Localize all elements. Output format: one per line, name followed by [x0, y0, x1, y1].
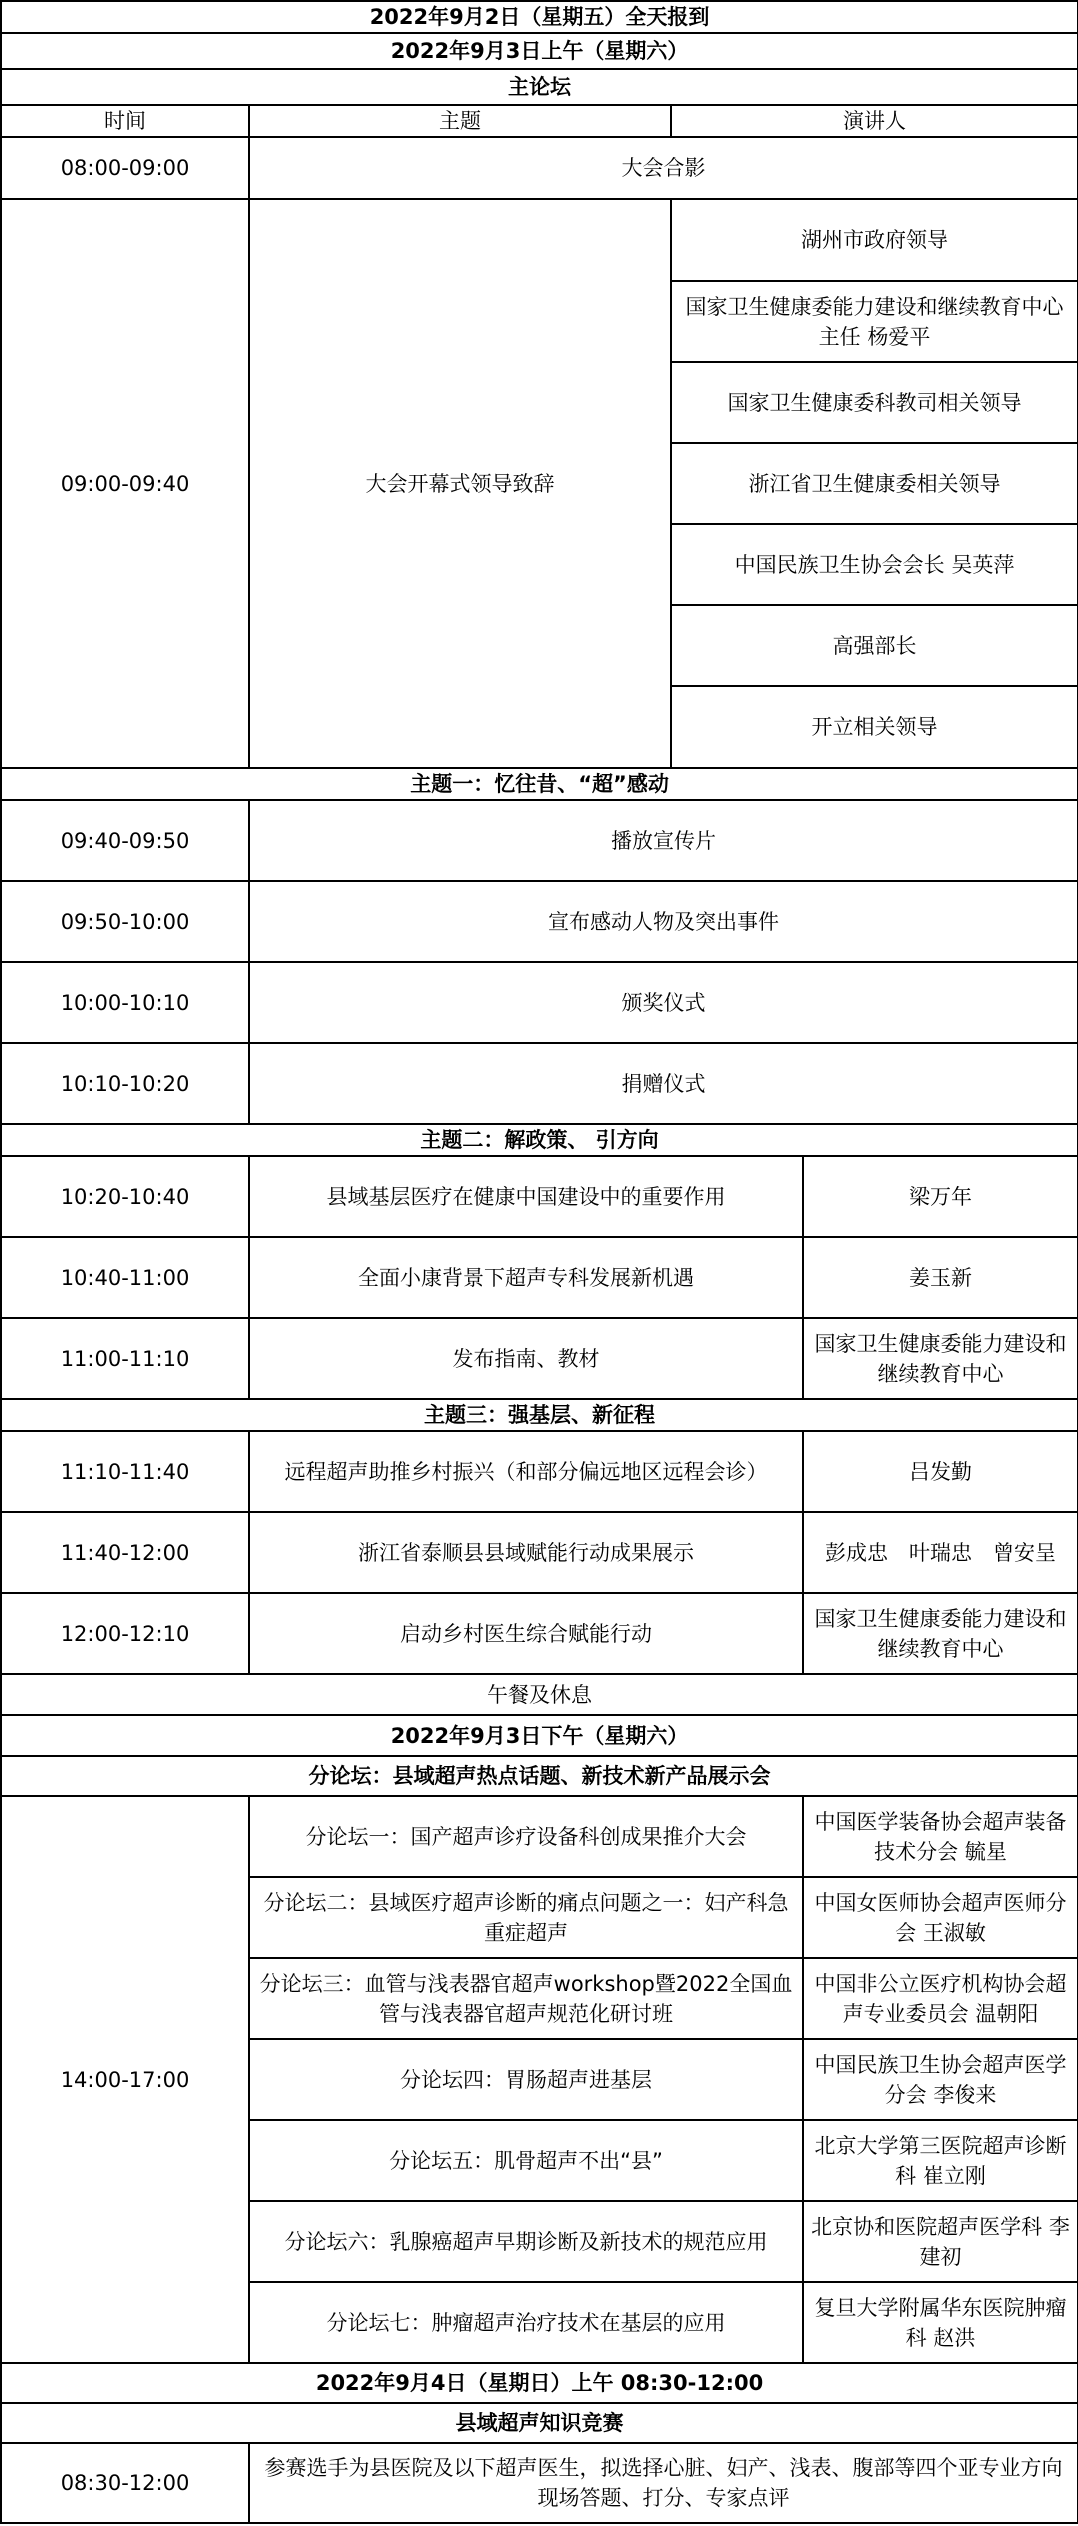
theme2-heading: 主题二：解政策、 引方向 [1, 1124, 1078, 1156]
photo-time: 08:00-09:00 [1, 137, 249, 199]
theme3-heading: 主题三：强基层、新征程 [1, 1399, 1078, 1431]
session-topic: 全面小康背景下超声专科发展新机遇 [249, 1237, 803, 1318]
session-time: 10:00-10:10 [1, 962, 249, 1043]
theme2-row [1, 1124, 1078, 1156]
table-row [1, 962, 1078, 1043]
opening-topic: 大会开幕式领导致辞 [249, 199, 671, 768]
table-row [1, 1237, 1078, 1318]
theme1-row [1, 768, 1078, 800]
session-topic: 县域基层医疗在健康中国建设中的重要作用 [249, 1156, 803, 1237]
opening-time: 09:00-09:40 [1, 199, 249, 768]
session-speaker: 吕发勤 [803, 1431, 1078, 1512]
day1-heading: 2022年9月2日（星期五）全天报到 [1, 1, 1078, 33]
photo-topic: 大会合影 [249, 137, 1078, 199]
session-time: 12:00-12:10 [1, 1593, 249, 1674]
sub-forum-topic: 分论坛三：血管与浅表器官超声workshop暨2022全国血管与浅表器官超声规范化研讨班 [249, 1958, 803, 2039]
session-time: 10:10-10:20 [1, 1043, 249, 1124]
sub-forum-heading: 分论坛：县域超声热点话题、新技术新产品展示会 [1, 1756, 1078, 1796]
sub-forum-topic: 分论坛四：胃肠超声进基层 [249, 2039, 803, 2120]
main-forum-heading: 主论坛 [1, 69, 1078, 105]
lunch-row [1, 1674, 1078, 1715]
sub-forum-title-row [1, 1756, 1078, 1796]
opening-speaker: 高强部长 [671, 605, 1078, 686]
sub-forum-topic: 分论坛二：县域医疗超声诊断的痛点问题之一：妇产科急重症超声 [249, 1877, 803, 1958]
opening-speaker: 浙江省卫生健康委相关领导 [671, 443, 1078, 524]
table-row [1, 1318, 1078, 1399]
main-forum-row [1, 69, 1078, 105]
theme1-heading: 主题一：忆往昔、“超”感动 [1, 768, 1078, 800]
table-row [1, 1593, 1078, 1674]
sub-forum-speaker: 复旦大学附属华东医院肿瘤科 赵洪 [803, 2282, 1078, 2363]
session-speaker: 梁万年 [803, 1156, 1078, 1237]
opening-speaker: 开立相关领导 [671, 686, 1078, 768]
session-topic: 颁奖仪式 [249, 962, 1078, 1043]
session-time: 10:40-11:00 [1, 1237, 249, 1318]
day1-row [1, 1, 1078, 33]
opening-speaker: 湖州市政府领导 [671, 199, 1078, 281]
sub-forum-speaker: 中国非公立医疗机构协会超声专业委员会 温朝阳 [803, 1958, 1078, 2039]
day2-pm-row [1, 1715, 1078, 1756]
session-topic: 发布指南、教材 [249, 1318, 803, 1399]
sub-forum-topic: 分论坛六：乳腺癌超声早期诊断及新技术的规范应用 [249, 2201, 803, 2282]
table-row [1, 1043, 1078, 1124]
theme3-row [1, 1399, 1078, 1431]
session-topic: 捐赠仪式 [249, 1043, 1078, 1124]
opening-speaker: 国家卫生健康委科教司相关领导 [671, 362, 1078, 443]
opening-row [1, 199, 1078, 281]
table-row [1, 1512, 1078, 1593]
contest-heading: 县域超声知识竞赛 [1, 2403, 1078, 2443]
table-row [1, 1431, 1078, 1512]
sub-forum-topic: 分论坛七：肿瘤超声治疗技术在基层的应用 [249, 2282, 803, 2363]
session-speaker: 国家卫生健康委能力建设和继续教育中心 [803, 1593, 1078, 1674]
contest-topic: 参赛选手为县医院及以下超声医生，拟选择心脏、妇产、浅表、腹部等四个亚专业方向现场答题、打分、专家点评 [249, 2443, 1078, 2523]
day3-am-row [1, 2363, 1078, 2403]
sub-forum-speaker: 北京大学第三医院超声诊断科 崔立刚 [803, 2120, 1078, 2201]
header-speaker: 演讲人 [671, 105, 1078, 137]
session-time: 09:40-09:50 [1, 800, 249, 881]
day2-pm-heading: 2022年9月3日下午（星期六） [1, 1715, 1078, 1756]
header-topic: 主题 [249, 105, 671, 137]
session-time: 10:20-10:40 [1, 1156, 249, 1237]
table-row [1, 800, 1078, 881]
sub-forum-speaker: 中国医学装备协会超声装备技术分会 毓星 [803, 1796, 1078, 1877]
opening-speaker: 中国民族卫生协会会长 吴英萍 [671, 524, 1078, 605]
session-topic: 浙江省泰顺县县域赋能行动成果展示 [249, 1512, 803, 1593]
table-row [1, 881, 1078, 962]
session-topic: 播放宣传片 [249, 800, 1078, 881]
column-header-row [1, 105, 1078, 137]
session-topic: 宣布感动人物及突出事件 [249, 881, 1078, 962]
session-speaker: 姜玉新 [803, 1237, 1078, 1318]
session-time: 09:50-10:00 [1, 881, 249, 962]
day3-am-heading: 2022年9月4日（星期日）上午 08:30-12:00 [1, 2363, 1078, 2403]
session-topic: 远程超声助推乡村振兴（和部分偏远地区远程会诊） [249, 1431, 803, 1512]
session-speaker: 国家卫生健康委能力建设和继续教育中心 [803, 1318, 1078, 1399]
photo-row [1, 137, 1078, 199]
session-speaker: 彭成忠 叶瑞忠 曾安呈 [803, 1512, 1078, 1593]
contest-row [1, 2443, 1078, 2523]
session-time: 11:40-12:00 [1, 1512, 249, 1593]
sub-forum-topic: 分论坛一：国产超声诊疗设备科创成果推介大会 [249, 1796, 803, 1877]
day2-am-heading: 2022年9月3日上午（星期六） [1, 33, 1078, 69]
sub-forum-time: 14:00-17:00 [1, 1796, 249, 2363]
lunch-break: 午餐及休息 [1, 1674, 1078, 1715]
sub-forum-row [1, 1796, 1078, 1877]
session-time: 11:10-11:40 [1, 1431, 249, 1512]
opening-speaker: 国家卫生健康委能力建设和继续教育中心主任 杨爱平 [671, 281, 1078, 362]
contest-time: 08:30-12:00 [1, 2443, 249, 2523]
sub-forum-speaker: 中国民族卫生协会超声医学分会 李俊来 [803, 2039, 1078, 2120]
session-time: 11:00-11:10 [1, 1318, 249, 1399]
sub-forum-speaker: 中国女医师协会超声医师分会 王淑敏 [803, 1877, 1078, 1958]
header-time: 时间 [1, 105, 249, 137]
table-row [1, 1156, 1078, 1237]
sub-forum-speaker: 北京协和医院超声医学科 李建初 [803, 2201, 1078, 2282]
contest-title-row [1, 2403, 1078, 2443]
session-topic: 启动乡村医生综合赋能行动 [249, 1593, 803, 1674]
day2-am-row [1, 33, 1078, 69]
sub-forum-topic: 分论坛五：肌骨超声不出“县” [249, 2120, 803, 2201]
